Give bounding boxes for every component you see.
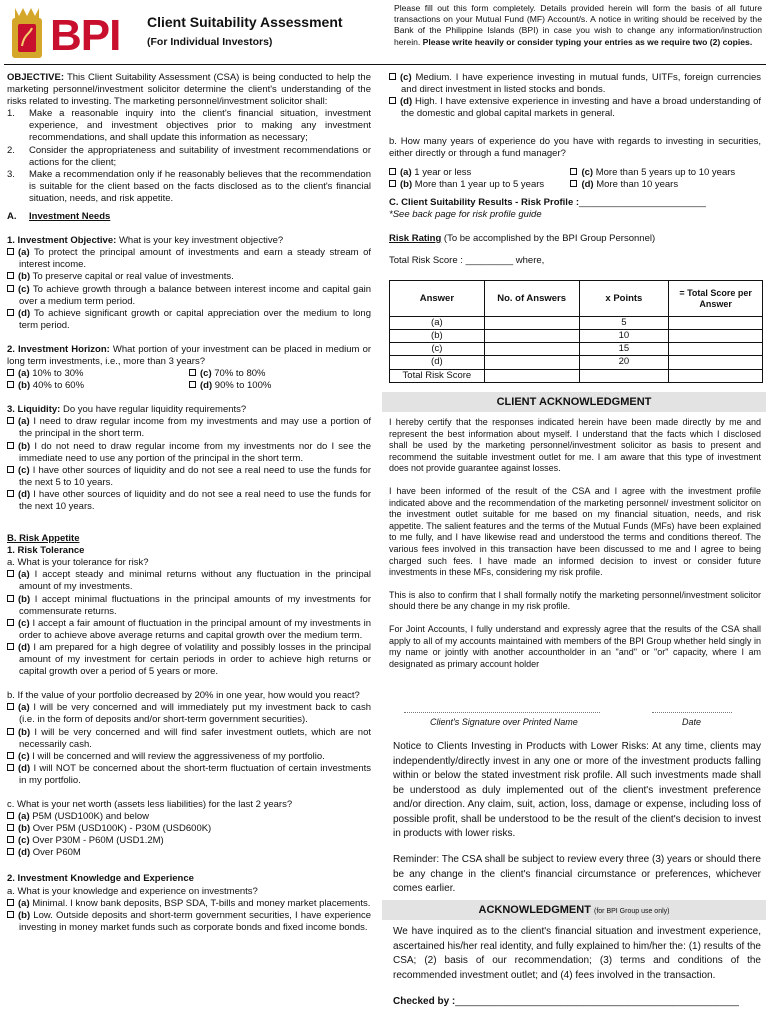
option-c[interactable]: (c) Medium. I have experience investing in mutual funds, UITFs, foreign currencies and direct investment in listed stocks and bonds. (389, 72, 761, 96)
knowledge-experience-heading: 2. Investment Knowledge and Experience (7, 873, 194, 885)
objective: OBJECTIVE: This Client Suitability Assessment (CSA) is being conducted to help the marketing personnel/investment solicitor determine the client's understanding of the risks related to investing. The marketing personnel/investment solicitor shall: (7, 72, 371, 108)
objective-item: 2. Consider the appropriateness and suitability of investment recommendations or actions for the client; (7, 144, 371, 168)
option-c[interactable]: (c) More than 5 years up to 10 years (570, 167, 761, 179)
checkbox[interactable] (7, 570, 14, 577)
years-options (389, 167, 761, 179)
checkbox[interactable] (7, 643, 14, 650)
bpi-logo (6, 4, 136, 64)
date-label: Date (682, 717, 702, 727)
total-risk-score-line: Total Risk Score : _________ where, (389, 255, 545, 267)
option-d[interactable]: (d) High. I have extensive experience in investing and have a broad understanding of the domestic and global capital markets in general. (389, 96, 761, 120)
table-row: (d) 20 (390, 356, 763, 369)
table-row: (c) 15 (390, 343, 763, 356)
acknowledgment-title: ACKNOWLEDGMENT (for BPI Group use only) (382, 900, 766, 920)
risk-profile-result: C. Client Suitability Results - Risk Profile :________________________ (389, 196, 706, 208)
option-b[interactable]: (b) I will be very concerned and will find safer investment outlets, which are not necessarily cash. (7, 727, 371, 751)
question-portfolio-decrease: b. If the value of your portfolio decreased by 20% in one year, how would you react? (7, 690, 360, 702)
checkbox[interactable] (7, 764, 14, 771)
checkbox[interactable] (189, 381, 196, 388)
option-a[interactable]: (a) To protect the principal amount of investments and earn a steady stream of interest income. (7, 247, 371, 271)
option-a[interactable]: (a) Minimal. I know bank deposits, BSP SDA, T-bills and money market placements. (7, 898, 371, 910)
checkbox[interactable] (7, 417, 14, 424)
section-b-heading: B. Risk Appetite (7, 533, 80, 545)
checkbox[interactable] (7, 309, 14, 316)
option-c[interactable]: (c) Over P30M - P60M (USD1.2M) (7, 835, 371, 847)
question-liquidity: 3. Liquidity: Do you have regular liquidity requirements? (7, 404, 247, 416)
checkbox[interactable] (7, 836, 14, 843)
checkbox[interactable] (7, 911, 14, 918)
checkbox[interactable] (7, 248, 14, 255)
checkbox[interactable] (389, 168, 396, 175)
page-subtitle: (For Individual Investors) (147, 36, 273, 48)
checkbox[interactable] (389, 97, 396, 104)
objective-item: 3. Make a recommendation only if he reasonably believes that the recommendation is suitable for the client based on the facts disclosed as to the client's financial situation, needs, and risk appetite. (7, 168, 371, 204)
option-d[interactable]: (d) More than 10 years (570, 179, 761, 191)
checkbox[interactable] (7, 272, 14, 279)
checkbox[interactable] (7, 703, 14, 710)
no-answers-cell[interactable] (484, 330, 579, 343)
risk-rating-heading: Risk Rating (To be accomplished by the BPI Group Personnel) (389, 232, 656, 244)
horizon-options (7, 368, 371, 380)
question-risk-tolerance: a. What is your tolerance for risk? (7, 557, 149, 569)
checkbox[interactable] (7, 728, 14, 735)
option-b[interactable]: (b) To preserve capital or real value of investments. (7, 271, 371, 283)
objective-list (7, 108, 371, 205)
question-knowledge: a. What is your knowledge and experience on investments? (7, 885, 258, 897)
risk-tolerance-heading: 1. Risk Tolerance (7, 545, 85, 557)
checkbox[interactable] (7, 381, 14, 388)
no-answers-cell[interactable] (484, 356, 579, 369)
option-a[interactable]: (a) I need to draw regular income from my investments and may use a portion of the principal in the short term. (7, 416, 371, 440)
option-a[interactable]: (a) 1 year or less (389, 167, 570, 179)
col-no-answers: No. of Answers (484, 281, 579, 317)
review-reminder: Reminder: The CSA shall be subject to review every three (3) years or should there be any change in the client's financial circumstance or preferences, whichever comes earlier. (393, 854, 761, 894)
horizon-options (7, 380, 371, 392)
checkbox[interactable] (7, 285, 14, 292)
client-acknowledgment-text: I hereby certify that the responses indicated herein have been made directly by me and represent the best information about myself. I understand that the facts which I disclosed shall be used by the marketing personnel/investment solicitor as basis to present and recommend the suitable investment outlet for me. I am aware that this type of investment does not provide guarantee against losses. I have been informed of the result of the CSA and I agree with the investment profile indicated above and the recommendation of the marketing personnel/ investment solicitor on the investment outlet suitable for me based on my financial situation, needs, and risk appetite. The salient features and the terms of the Mutual Funds (MFs) have been explained to me fully, and I have likewise read and understood the terms and conditions thereof. The various fees involved in this transaction have been discussed to me and I agree to being charged such fees. I have made an informed decision to invest or consider future investments in these MFs, considering my risk profile. This is also to confirm that I shall formally notify the marketing personnel/investment solicitor should there be any change in my risk profile. For Joint Accounts, I fully understand and expressly agree that the results of the CSA shall apply to all of my accounts maintained with members of the BPI Group whether held singly in my name or jointly with another accountholder in an "and" or "or" capacity, where I am designated as primary account holder (389, 417, 761, 669)
checkbox[interactable] (7, 490, 14, 497)
option-d[interactable]: (d) I will NOT be concerned about the short-term fluctuation of certain investments in my portfolio. (7, 763, 371, 787)
table-row: (b) 10 (390, 330, 763, 343)
question-years-experience: b. How many years of experience do you have with regards to investing in securities, either directly or through a fund manager? (389, 136, 761, 160)
checkbox[interactable] (7, 752, 14, 759)
objective-item: 1. Make a reasonable inquiry into the client's financial situation, investment experience, and investment objectives prior to making any investment recommendations, and shall update this information as necessary; (7, 108, 371, 144)
option-d[interactable]: (d) I have other sources of liquidity and do not see a real need to use the funds for the next 10 years. (7, 489, 371, 513)
question-investment-objective: 1. Investment Objective: What is your key investment objective? (7, 235, 284, 247)
option-c[interactable]: (c) To achieve growth through a balance between interest income and capital gain over a medium term period. (7, 284, 371, 308)
no-answers-cell[interactable] (484, 317, 579, 330)
bpi-logo-text: BPI (50, 11, 121, 60)
section-a-heading: A. Investment Needs (7, 211, 111, 223)
client-acknowledgment-title: CLIENT ACKNOWLEDGMENT (382, 392, 766, 412)
option-b[interactable]: (b) More than 1 year up to 5 years (389, 179, 570, 191)
left-column (7, 72, 371, 934)
checkbox[interactable] (7, 369, 14, 376)
form-instructions: Please fill out this form completely. Details provided herein will form the basis of all future transactions on your Mutual Fund (MF) Account/s. A notice in writing should be received by the Bank of the Philippine Islands (BPI) in case you wish to change any information/instruction herein. Please write heavily or consider typing your entries as we require two (2) copies. (394, 3, 762, 47)
page-title: Client Suitability Assessment (147, 14, 343, 30)
checked-by-field[interactable]: ___________________________________________________ (455, 996, 739, 1007)
option-b[interactable]: (b) I do not need to draw regular income from my investments nor do I see the immediate need to use any portion of the principal in the short term. (7, 441, 371, 465)
option-a[interactable]: (a) I accept steady and minimal returns without any fluctuation in the principal amount of my investments. (7, 569, 371, 593)
col-total-score: = Total Score per Answer (669, 281, 763, 317)
option-b[interactable]: (b) Low. Outside deposits and short-term government securities, I have experience investing in money market funds such as corporate bonds and fixed income bonds. (7, 910, 371, 934)
checkbox[interactable] (7, 619, 14, 626)
checkbox[interactable] (7, 848, 14, 855)
risk-profile-note: *See back page for risk profile guide (389, 208, 542, 220)
total-cell[interactable] (669, 330, 763, 343)
checkbox[interactable] (189, 369, 196, 376)
checkbox[interactable] (7, 466, 14, 473)
option-a[interactable]: (a) I will be very concerned and will immediately put my investment back to cash (i.e. in the form of deposits and/or short-term government securities). (7, 702, 371, 726)
risk-profile-field[interactable]: ________________________ (579, 196, 706, 208)
total-cell[interactable] (669, 356, 763, 369)
table-header-row (390, 281, 763, 317)
checkbox[interactable] (389, 180, 396, 187)
checkbox[interactable] (570, 168, 577, 175)
option-d[interactable]: (d) To achieve significant growth or capital appreciation over the medium to long term period. (7, 308, 371, 332)
checked-by: Checked by :___________________________________________________ (393, 996, 739, 1007)
checkbox[interactable] (7, 442, 14, 449)
option-b[interactable]: (b) I accept minimal fluctuations in the principal amounts of my investments for commensurate returns. (7, 594, 371, 618)
option-d[interactable]: (d) Over P60M (7, 847, 371, 859)
total-risk-score-field[interactable]: _________ (465, 255, 514, 267)
option-b[interactable]: (b) 40% to 60% (7, 380, 189, 392)
client-signature-line[interactable] (404, 712, 600, 713)
option-d[interactable]: (d) 90% to 100% (189, 380, 371, 392)
col-points: x Points (579, 281, 669, 317)
risk-score-table (389, 280, 763, 382)
table-total-row: Total Risk Score (390, 369, 763, 382)
checkbox[interactable] (7, 899, 14, 906)
total-cell[interactable] (669, 343, 763, 356)
total-score-cell[interactable] (669, 369, 763, 382)
option-b[interactable]: (b) Over P5M (USD100K) - P30M (USD600K) (7, 823, 371, 835)
checkbox[interactable] (7, 595, 14, 602)
years-options (389, 179, 761, 191)
option-c[interactable]: (c) I will be concerned and will review the aggressiveness of my portfolio. (7, 751, 371, 763)
date-line[interactable] (652, 712, 732, 713)
client-signature-label: Client's Signature over Printed Name (430, 717, 578, 727)
no-answers-cell[interactable] (484, 343, 579, 356)
option-c[interactable]: (c) I have other sources of liquidity and do not see a real need to use the funds for the next 5 to 10 years. (7, 465, 371, 489)
right-column (389, 72, 761, 383)
option-c[interactable]: (c) 70% to 80% (189, 368, 371, 380)
option-c[interactable]: (c) I accept a fair amount of fluctuation in the principal amount of my investments in order to achieve above average returns and capital growth over the medium term. (7, 618, 371, 642)
total-cell[interactable] (669, 317, 763, 330)
table-row: (a) 5 (390, 317, 763, 330)
lower-risk-notice: Notice to Clients Investing in Products with Lower Risks: At any time, clients may independently/directly invest in any one or more of the investment products falling within or below the stated investment risk profile. All such investments made shall be understood as duly implemented out of the client's investment preference and/or direction. Any claim, suit, action, loss, damage or expense, including loss of possible profit, shall be understood to be the result of the client's decision to invest in products with lower risks. (393, 741, 761, 839)
checkbox[interactable] (570, 180, 577, 187)
option-a[interactable]: (a) P5M (USD100K) and below (7, 811, 371, 823)
option-d[interactable]: (d) I am prepared for a high degree of volatility and possibly losses in the principal amount of my investment for certain periods in order to achieve high returns or capital growth over a period of 5 years or more. (7, 642, 371, 678)
question-investment-horizon: 2. Investment Horizon: What portion of your investment can be placed in medium or long term investments, i.e., more than 3 years? (7, 343, 372, 367)
question-net-worth: c. What is your net worth (assets less liabilities) for the last 2 years? (7, 798, 293, 810)
col-answer: Answer (390, 281, 485, 317)
option-a[interactable]: (a) 10% to 30% (7, 368, 189, 380)
checkbox[interactable] (389, 73, 396, 80)
acknowledgment-text: We have inquired as to the client's financial situation and investment experience, ascertained his/her real identity, and fully explained to him/her the: (1) results of the CSA; (2) basis of our recommendation; (3) terms and conditions of the recommended investment outlet; and (4) fees involved in the transaction. (393, 926, 761, 981)
header-divider (4, 64, 766, 65)
checkbox[interactable] (7, 824, 14, 831)
checkbox[interactable] (7, 812, 14, 819)
